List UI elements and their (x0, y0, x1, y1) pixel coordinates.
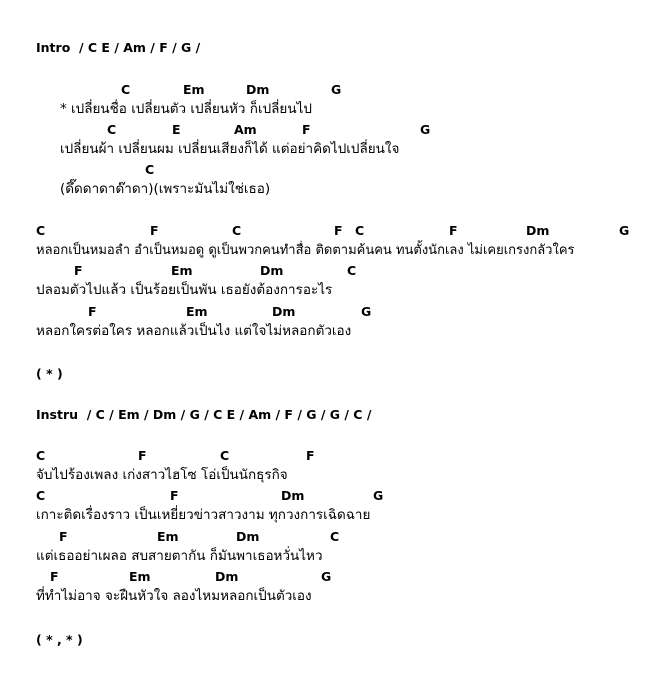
chord: F (449, 223, 458, 238)
chord-line (0, 84, 670, 98)
chord: C (36, 448, 46, 463)
chord-line (0, 265, 670, 279)
repeat-marker: ( * ) (36, 366, 63, 381)
chord: C (220, 448, 230, 463)
chord: C (121, 82, 131, 97)
chord: G (321, 569, 332, 584)
chord: Em (129, 569, 151, 584)
chord: Dm (526, 223, 550, 238)
chord: Em (171, 263, 193, 278)
lyric-line: หลอกใครต่อใคร หลอกแล้วเป็นไง แต่ใจไม่หลอกตัวเอง (36, 323, 352, 339)
chord-line (0, 225, 670, 239)
chord: F (74, 263, 83, 278)
repeat-marker: ( * , * ) (36, 632, 83, 647)
chord: F (150, 223, 159, 238)
lyric-line: หลอกเป็นหมอลำ อำเป็นหมอดู ดูเป็นพวกคนทำสื่อ ติดตามค้นคน ทนตั้งนักเลง ไม่เคยเกรงกลัวใคร (36, 243, 575, 258)
chord: Em (157, 529, 179, 544)
lyric-line: เกาะติดเรื่องราว เป็นเหยี่ยวข่าวสาวงาม ทุกวงการเฉิดฉาย (36, 507, 371, 523)
chord: C (330, 529, 340, 544)
chord: G (619, 223, 630, 238)
lyric-line: เปลี่ยนผ้า เปลี่ยนผม เปลี่ยนเสียงก็ได้ แต่อย่าคิดไปเปลี่ยนใจ (60, 141, 400, 157)
chord: Dm (246, 82, 270, 97)
chord: C (145, 162, 155, 177)
lyric-line: แต่เธออย่าเผลอ สบสายตากัน ก็มันพาเธอหวั่นไหว (36, 548, 323, 564)
intro-line: Intro / C E / Am / F / G / (36, 40, 201, 55)
chord-line (0, 531, 670, 545)
chord: F (138, 448, 147, 463)
chord: Em (186, 304, 208, 319)
chord: Dm (281, 488, 305, 503)
lyric-line: ที่ทำไม่อาจ จะฝืนหัวใจ ลองไหมหลอกเป็นตัวเอง (36, 588, 312, 604)
chord: E (172, 122, 181, 137)
chord-line (0, 490, 670, 504)
chord-line (0, 450, 670, 464)
chord: C (347, 263, 357, 278)
chord: F (88, 304, 97, 319)
instru-line: Instru / C / Em / Dm / G / C E / Am / F / G / G / C / (36, 407, 372, 422)
chord: Dm (236, 529, 260, 544)
chord: F (59, 529, 68, 544)
chord: Em (183, 82, 205, 97)
chord: F (302, 122, 311, 137)
chord: Dm (260, 263, 284, 278)
chord-line (0, 306, 670, 320)
chord: C (36, 488, 46, 503)
chord: C (36, 223, 46, 238)
chord: F (334, 223, 343, 238)
lyric-line: จับไปร้องเพลง เก่งสาวไฮโซ โอ่เป็นนักธุรกิจ (36, 467, 288, 483)
chord: G (361, 304, 372, 319)
chord: G (373, 488, 384, 503)
chord-line (0, 571, 670, 585)
chord: C (232, 223, 242, 238)
chord: F (50, 569, 59, 584)
chord: G (331, 82, 342, 97)
lyric-line: ปลอมตัวไปแล้ว เป็นร้อยเป็นพัน เธอยังต้องการอะไร (36, 282, 333, 298)
chord: Dm (215, 569, 239, 584)
chord: C (355, 223, 365, 238)
lyric-line: (ดึ๊ดดาดาด๊าดา)(เพราะมันไม่ใช่เธอ) (60, 181, 271, 197)
chord: F (170, 488, 179, 503)
chord: Dm (272, 304, 296, 319)
chord: Am (234, 122, 257, 137)
chord-line (0, 164, 670, 178)
chord-line (0, 124, 670, 138)
chord: F (306, 448, 315, 463)
chord: G (420, 122, 431, 137)
chord: C (107, 122, 117, 137)
lyric-line: * เปลี่ยนชื่อ เปลี่ยนตัว เปลี่ยนหัว ก็เปลี่ยนไป (60, 101, 312, 117)
